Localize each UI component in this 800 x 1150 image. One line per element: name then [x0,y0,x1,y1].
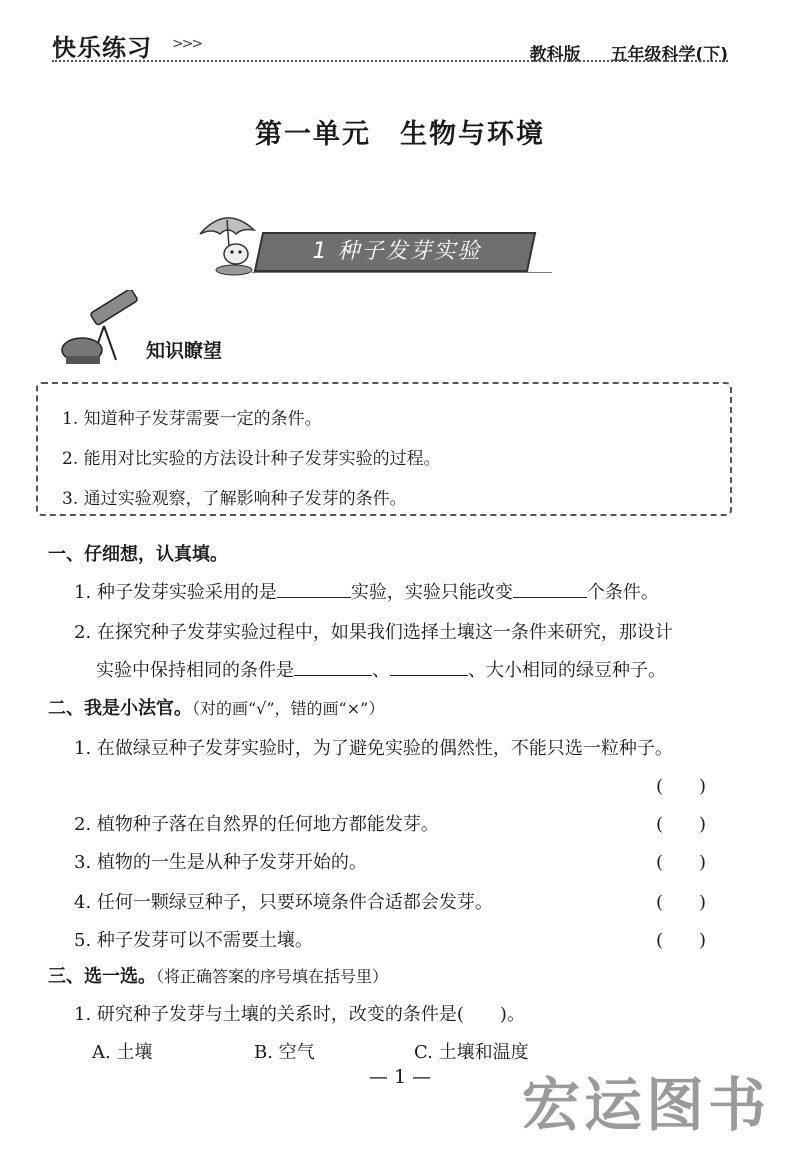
fill-blank[interactable] [390,661,468,676]
choice-question: 1. 研究种子发芽与土壤的关系时，改变的条件是( )。 [74,1004,525,1025]
answer-paren[interactable]: ( ) [656,814,707,835]
q2-text-a: 实验中保持相同的条件是 [96,660,294,681]
answer-paren[interactable]: ( ) [656,930,707,951]
fill-blank[interactable] [294,661,372,676]
lesson-underline [252,272,552,273]
section2-heading-row [48,694,384,720]
series-title: 快乐练习 [52,34,152,62]
knowledge-item: 2. 能用对比实验的方法设计种子发芽实验的过程。 [62,449,441,469]
page-number: — 1 — [368,1066,432,1088]
judge-item: 4. 任何一颗绿豆种子，只要环境条件合适都会发芽。 [74,892,493,913]
q1-text-c: 个条件。 [586,582,659,603]
grade-label: 五年级科学(下) [610,45,728,65]
option-a[interactable]: A. 土壤 [92,1042,153,1063]
section1-heading: 一、仔细想，认真填。 [48,544,228,565]
q1-text-b: 实验，实验只能改变 [350,582,513,603]
unit-title: 第一单元 生物与环境 [255,119,545,150]
answer-paren[interactable]: ( ) [656,776,707,797]
section3-heading-row [48,962,388,988]
q1-text-a: 1. 种子发芽实验采用的是 [74,582,277,603]
judge-item: 1. 在做绿豆种子发芽实验时，为了避免实验的偶然性，不能只选一粒种子。 [74,738,673,759]
publisher-watermark: 宏运图书 [521,1071,770,1139]
knowledge-label: 知识瞭望 [146,340,223,362]
header-divider [52,60,728,62]
section1-q2-line2 [96,656,666,682]
option-b[interactable]: B. 空气 [254,1042,315,1063]
judge-item: 5. 种子发芽可以不需要土壤。 [74,930,313,951]
section3-note: （将正确答案的序号填在括号里） [156,967,389,986]
fill-blank[interactable] [513,583,587,598]
knowledge-item: 3. 通过实验观察，了解影响种子发芽的条件。 [62,489,407,509]
option-c[interactable]: C. 土壤和温度 [414,1042,529,1063]
judge-item: 2. 植物种子落在自然界的任何地方都能发芽。 [74,814,439,835]
q2-text-c: 、大小相同的绿豆种子。 [468,660,666,681]
section2-note: （对的画“√”，错的画“×”） [192,699,385,718]
section1-q2-line1: 2. 在探究种子发芽实验过程中，如果我们选择土壤这一条件来研究，那设计 [74,622,673,643]
knowledge-item: 1. 知道种子发芽需要一定的条件。 [62,409,322,429]
answer-paren[interactable]: ( ) [656,892,707,913]
section3-heading: 三、选一选。 [48,966,156,987]
judge-item: 3. 植物的一生是从种子发芽开始的。 [74,852,367,873]
section1-q1 [74,578,659,604]
q2-sep: 、 [372,660,390,681]
fill-blank[interactable] [277,583,351,598]
telescope-icon [56,290,146,372]
lesson-title: 1 种子发芽实验 [312,239,482,264]
answer-paren[interactable]: ( ) [656,852,707,873]
section2-heading: 二、我是小法官。 [48,698,192,719]
edition-label: 教科版 [529,45,581,65]
header-arrows: >>> [172,36,202,52]
